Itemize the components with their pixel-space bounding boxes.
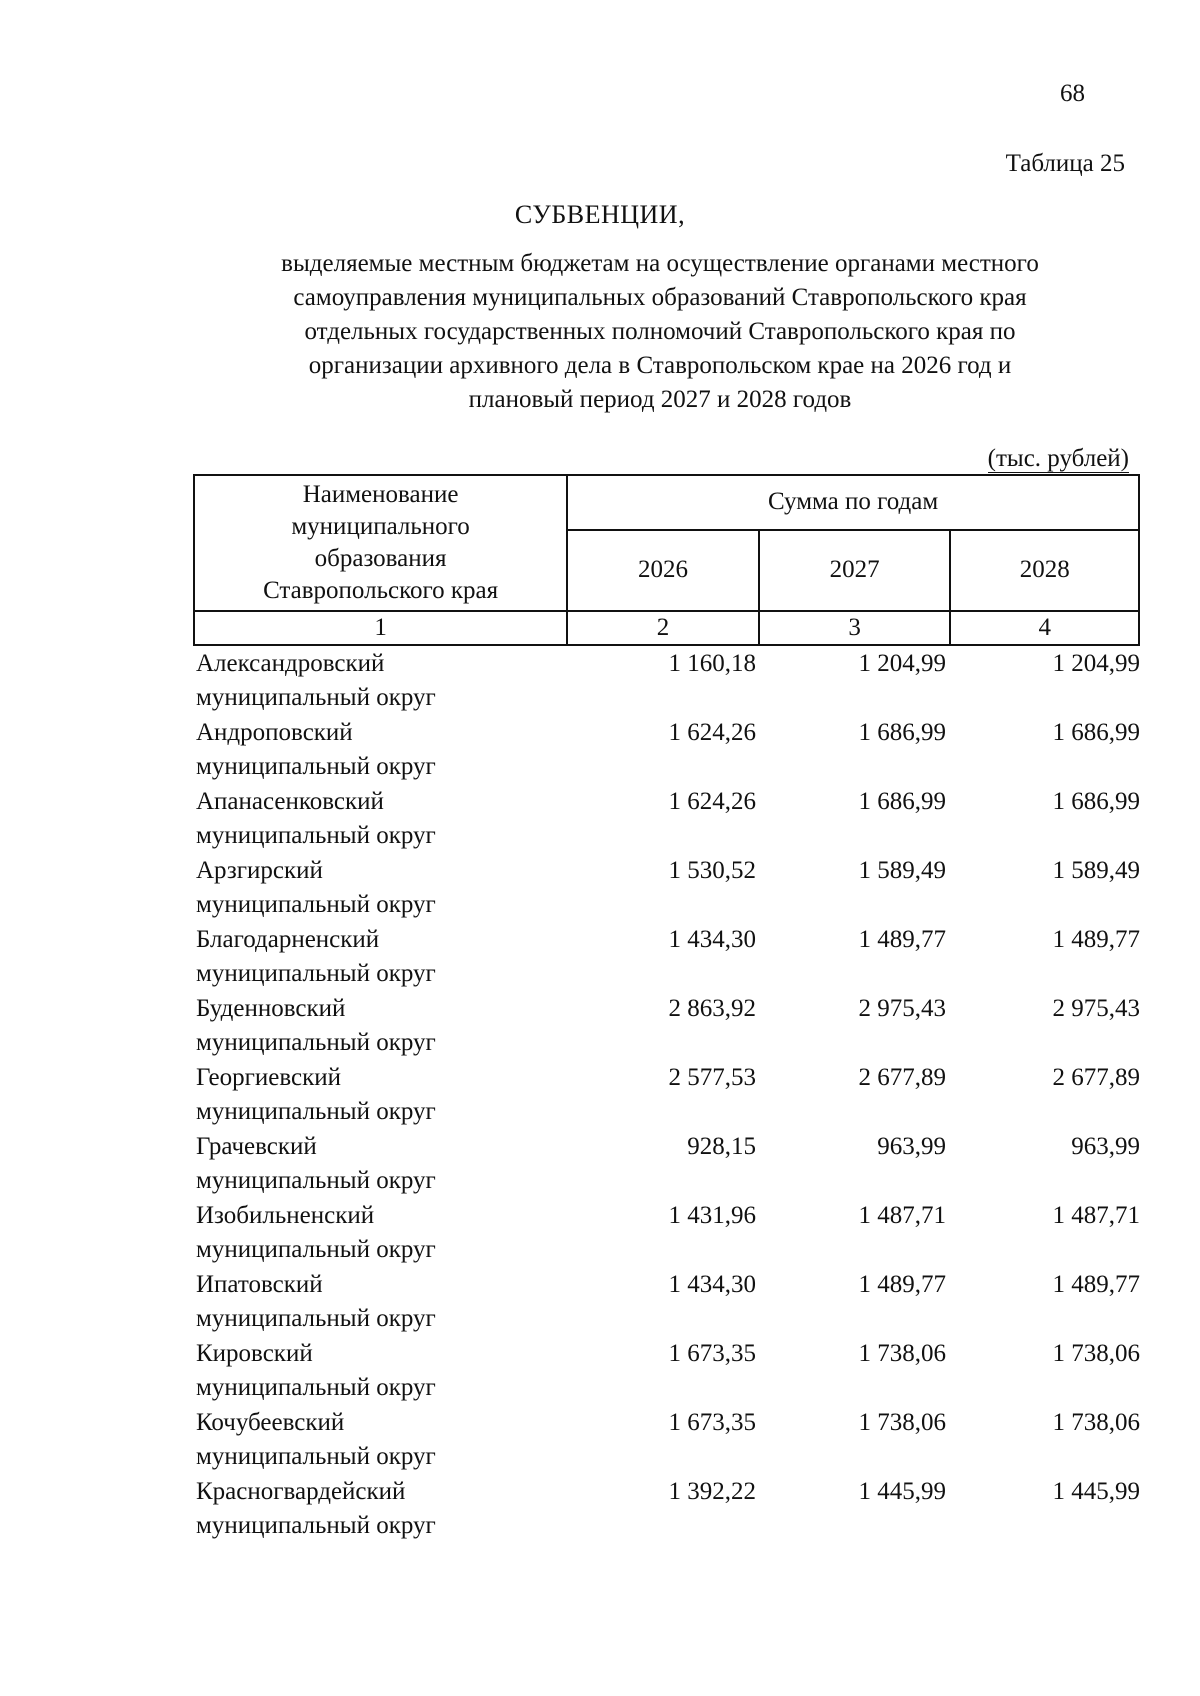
value-2027: 1 738,06 (858, 1340, 946, 1367)
table-body (196, 647, 1140, 1544)
municipality-name: Арзгирский муниципальный округ (196, 857, 436, 918)
table-row (196, 1406, 1140, 1475)
header-sum-by-years: Сумма по годам (567, 475, 1139, 530)
table-row (196, 1061, 1140, 1130)
municipality-name: Георгиевский муниципальный округ (196, 1064, 436, 1125)
table-row (196, 1199, 1140, 1268)
column-number-1: 1 (194, 611, 567, 645)
value-2026: 1 530,52 (668, 857, 756, 884)
table-row (196, 1337, 1140, 1406)
value-2028: 1 489,77 (1052, 926, 1140, 953)
municipality-name: Александровский муниципальный округ (196, 650, 436, 711)
value-2028: 2 975,43 (1052, 995, 1140, 1022)
value-2026: 1 431,96 (668, 1202, 756, 1229)
subtitle-line: плановый период 2027 и 2028 годов (468, 386, 852, 413)
header-name-line: Наименование (302, 481, 459, 508)
subtitle-line: самоуправления муниципальных образований Ставропольского края (293, 284, 1027, 311)
municipality-name: Красногвардейский муниципальный округ (196, 1478, 436, 1539)
municipality-name: Грачевский муниципальный округ (196, 1133, 436, 1194)
subtitle-line: выделяемые местным бюджетам на осуществление органами местного (281, 250, 1039, 277)
table-row (196, 923, 1140, 992)
value-2027: 1 445,99 (858, 1478, 946, 1505)
value-2027: 1 686,99 (858, 719, 946, 746)
header-name-line: образования (314, 545, 447, 572)
municipality-name: Ипатовский муниципальный округ (196, 1271, 436, 1332)
table-header (193, 474, 1140, 646)
value-2026: 928,15 (687, 1133, 756, 1160)
value-2027: 1 489,77 (858, 1271, 946, 1298)
value-2027: 2 975,43 (858, 995, 946, 1022)
municipality-name: Благодарненский муниципальный округ (196, 926, 436, 987)
value-2028: 1 686,99 (1052, 788, 1140, 815)
value-2026: 1 673,35 (668, 1409, 756, 1436)
value-2027: 1 738,06 (858, 1409, 946, 1436)
value-2026: 1 624,26 (668, 788, 756, 815)
page-number: 68 (1060, 80, 1085, 107)
table-row (196, 647, 1140, 716)
header-name-line: муниципального (291, 513, 470, 540)
municipality-name: Андроповский муниципальный округ (196, 719, 436, 780)
header-year-2026: 2026 (567, 530, 759, 611)
value-2027: 1 204,99 (858, 650, 946, 677)
municipality-name: Буденновский муниципальный округ (196, 995, 436, 1056)
value-2028: 1 738,06 (1052, 1409, 1140, 1436)
value-2028: 1 204,99 (1052, 650, 1140, 677)
table-row (196, 1130, 1140, 1199)
value-2027: 1 489,77 (858, 926, 946, 953)
column-number-3: 3 (759, 611, 951, 645)
header-name-line: Ставропольского края (263, 577, 499, 604)
document-title: СУБВЕНЦИИ, (514, 200, 686, 229)
value-2027: 1 487,71 (858, 1202, 946, 1229)
header-year-2028: 2028 (950, 530, 1139, 611)
value-2028: 1 445,99 (1052, 1478, 1140, 1505)
municipality-name: Апанасенковский муниципальный округ (196, 788, 436, 849)
value-2027: 963,99 (877, 1133, 946, 1160)
value-2028: 1 487,71 (1052, 1202, 1140, 1229)
table-row (196, 1475, 1140, 1544)
value-2027: 1 589,49 (858, 857, 946, 884)
value-2026: 1 160,18 (668, 650, 756, 677)
value-2026: 2 577,53 (668, 1064, 756, 1091)
value-2027: 2 677,89 (858, 1064, 946, 1091)
subtitle-line: организации архивного дела в Ставропольском крае на 2026 год и (308, 352, 1012, 379)
municipality-name: Изобильненский муниципальный округ (196, 1202, 436, 1263)
table-row (196, 785, 1140, 854)
municipality-name: Кировский муниципальный округ (196, 1340, 436, 1401)
subtitle-line: отдельных государственных полномочий Ставропольского края по (304, 318, 1016, 345)
value-2028: 2 677,89 (1052, 1064, 1140, 1091)
value-2027: 1 686,99 (858, 788, 946, 815)
header-year-2027: 2027 (759, 530, 951, 611)
value-2026: 1 434,30 (668, 926, 756, 953)
header-municipality-name (194, 475, 567, 611)
table-label: Таблица 25 (1005, 150, 1125, 177)
value-2026: 1 392,22 (668, 1478, 756, 1505)
column-number-4: 4 (950, 611, 1139, 645)
column-number-2: 2 (567, 611, 759, 645)
municipality-name: Кочубеевский муниципальный округ (196, 1409, 436, 1470)
value-2026: 1 434,30 (668, 1271, 756, 1298)
table-row (196, 992, 1140, 1061)
value-2026: 2 863,92 (668, 995, 756, 1022)
value-2028: 1 589,49 (1052, 857, 1140, 884)
units-text: (тыс. рублей) (987, 445, 1129, 472)
document-subtitle (220, 247, 1100, 417)
value-2028: 1 686,99 (1052, 719, 1140, 746)
table-row (196, 716, 1140, 785)
table-row (196, 854, 1140, 923)
value-2028: 1 738,06 (1052, 1340, 1140, 1367)
value-2026: 1 673,35 (668, 1340, 756, 1367)
value-2028: 963,99 (1071, 1133, 1140, 1160)
value-2028: 1 489,77 (1052, 1271, 1140, 1298)
units-label (988, 445, 1129, 473)
table-row (196, 1268, 1140, 1337)
value-2026: 1 624,26 (668, 719, 756, 746)
